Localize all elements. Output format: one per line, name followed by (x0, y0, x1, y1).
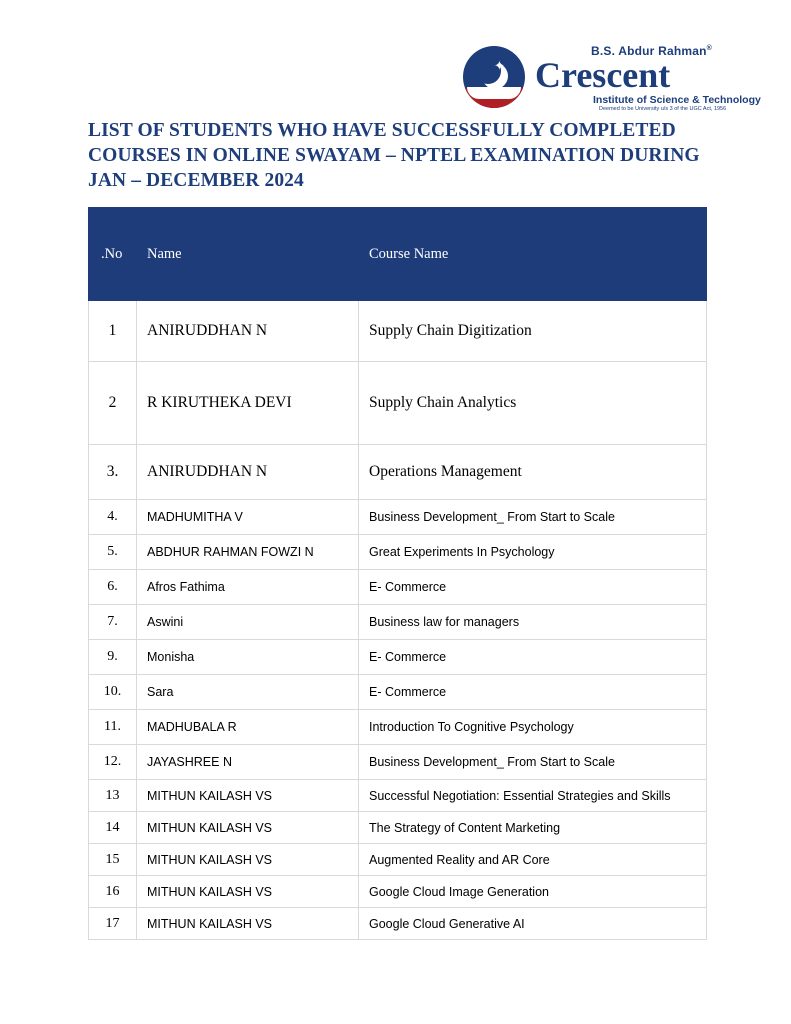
row-name: MITHUN KAILASH VS (137, 780, 359, 812)
row-course: Business Development_ From Start to Scale (359, 745, 707, 780)
row-course: Introduction To Cognitive Psychology (359, 710, 707, 745)
registered-mark: ® (706, 45, 712, 52)
row-name: MITHUN KAILASH VS (137, 812, 359, 844)
row-name: R KIRUTHEKA DEVI (137, 362, 359, 445)
row-course: E- Commerce (359, 570, 707, 605)
table-row (89, 908, 707, 940)
page-title: LIST OF STUDENTS WHO HAVE SUCCESSFULLY COMPLETED COURSES IN ONLINE SWAYAM – NPTEL EXAMINATION DURING JAN – DECEMBER 2024 (88, 120, 700, 191)
table-row (89, 445, 707, 500)
row-number: 10. (89, 675, 137, 710)
column-header-course: Course Name (359, 208, 707, 301)
row-number: 9. (89, 640, 137, 675)
logo-wordmark: Crescent (535, 55, 671, 95)
row-name: Afros Fathima (137, 570, 359, 605)
row-number: 5. (89, 535, 137, 570)
table-row (89, 640, 707, 675)
table-row (89, 605, 707, 640)
row-number: 16 (89, 876, 137, 908)
row-number: 17 (89, 908, 137, 940)
row-number: 11. (89, 710, 137, 745)
row-course: Google Cloud Generative AI (359, 908, 707, 940)
row-number: 13 (89, 780, 137, 812)
column-header-no: .No (89, 208, 137, 301)
row-course: E- Commerce (359, 675, 707, 710)
row-name: ANIRUDDHAN N (137, 301, 359, 362)
row-number: 2 (89, 362, 137, 445)
table-row (89, 876, 707, 908)
row-name: MITHUN KAILASH VS (137, 908, 359, 940)
table-row (89, 301, 707, 362)
row-course: Successful Negotiation: Essential Strategies and Skills (359, 780, 707, 812)
students-table (88, 207, 706, 940)
institute-logo (463, 44, 761, 116)
logo-accreditation: Deemed to be University u/s 3 of the UGC Act, 1956 (599, 106, 727, 112)
row-course: The Strategy of Content Marketing (359, 812, 707, 844)
table-row (89, 675, 707, 710)
row-number: 12. (89, 745, 137, 780)
row-name: MADHUMITHA V (137, 500, 359, 535)
row-course: Great Experiments In Psychology (359, 535, 707, 570)
row-course: Business Development_ From Start to Scale (359, 500, 707, 535)
crescent-emblem-icon (463, 46, 529, 108)
logo-top-label: B.S. Abdur Rahman (591, 44, 707, 58)
row-name: ABDHUR RAHMAN FOWZI N (137, 535, 359, 570)
row-number: 6. (89, 570, 137, 605)
table-row (89, 745, 707, 780)
star-icon: ✦ (494, 58, 505, 73)
table-row (89, 500, 707, 535)
row-name: MADHUBALA R (137, 710, 359, 745)
row-course: Augmented Reality and AR Core (359, 844, 707, 876)
row-course: Supply Chain Digitization (359, 301, 707, 362)
row-number: 15 (89, 844, 137, 876)
table-row (89, 570, 707, 605)
column-header-name: Name (137, 208, 359, 301)
row-name: ANIRUDDHAN N (137, 445, 359, 500)
table-row (89, 844, 707, 876)
row-name: MITHUN KAILASH VS (137, 844, 359, 876)
row-course: E- Commerce (359, 640, 707, 675)
table-row (89, 710, 707, 745)
table-row (89, 362, 707, 445)
row-course: Google Cloud Image Generation (359, 876, 707, 908)
row-number: 3. (89, 445, 137, 500)
row-number: 4. (89, 500, 137, 535)
table-header-row (89, 208, 707, 301)
table-row (89, 780, 707, 812)
row-course: Business law for managers (359, 605, 707, 640)
row-name: Sara (137, 675, 359, 710)
row-name: Monisha (137, 640, 359, 675)
logo-subtitle: Institute of Science & Technology (593, 94, 761, 106)
row-name: Aswini (137, 605, 359, 640)
row-name: JAYASHREE N (137, 745, 359, 780)
row-number: 7. (89, 605, 137, 640)
row-course: Operations Management (359, 445, 707, 500)
row-number: 14 (89, 812, 137, 844)
table-row (89, 535, 707, 570)
row-number: 1 (89, 301, 137, 362)
table-row (89, 812, 707, 844)
row-course: Supply Chain Analytics (359, 362, 707, 445)
row-name: MITHUN KAILASH VS (137, 876, 359, 908)
